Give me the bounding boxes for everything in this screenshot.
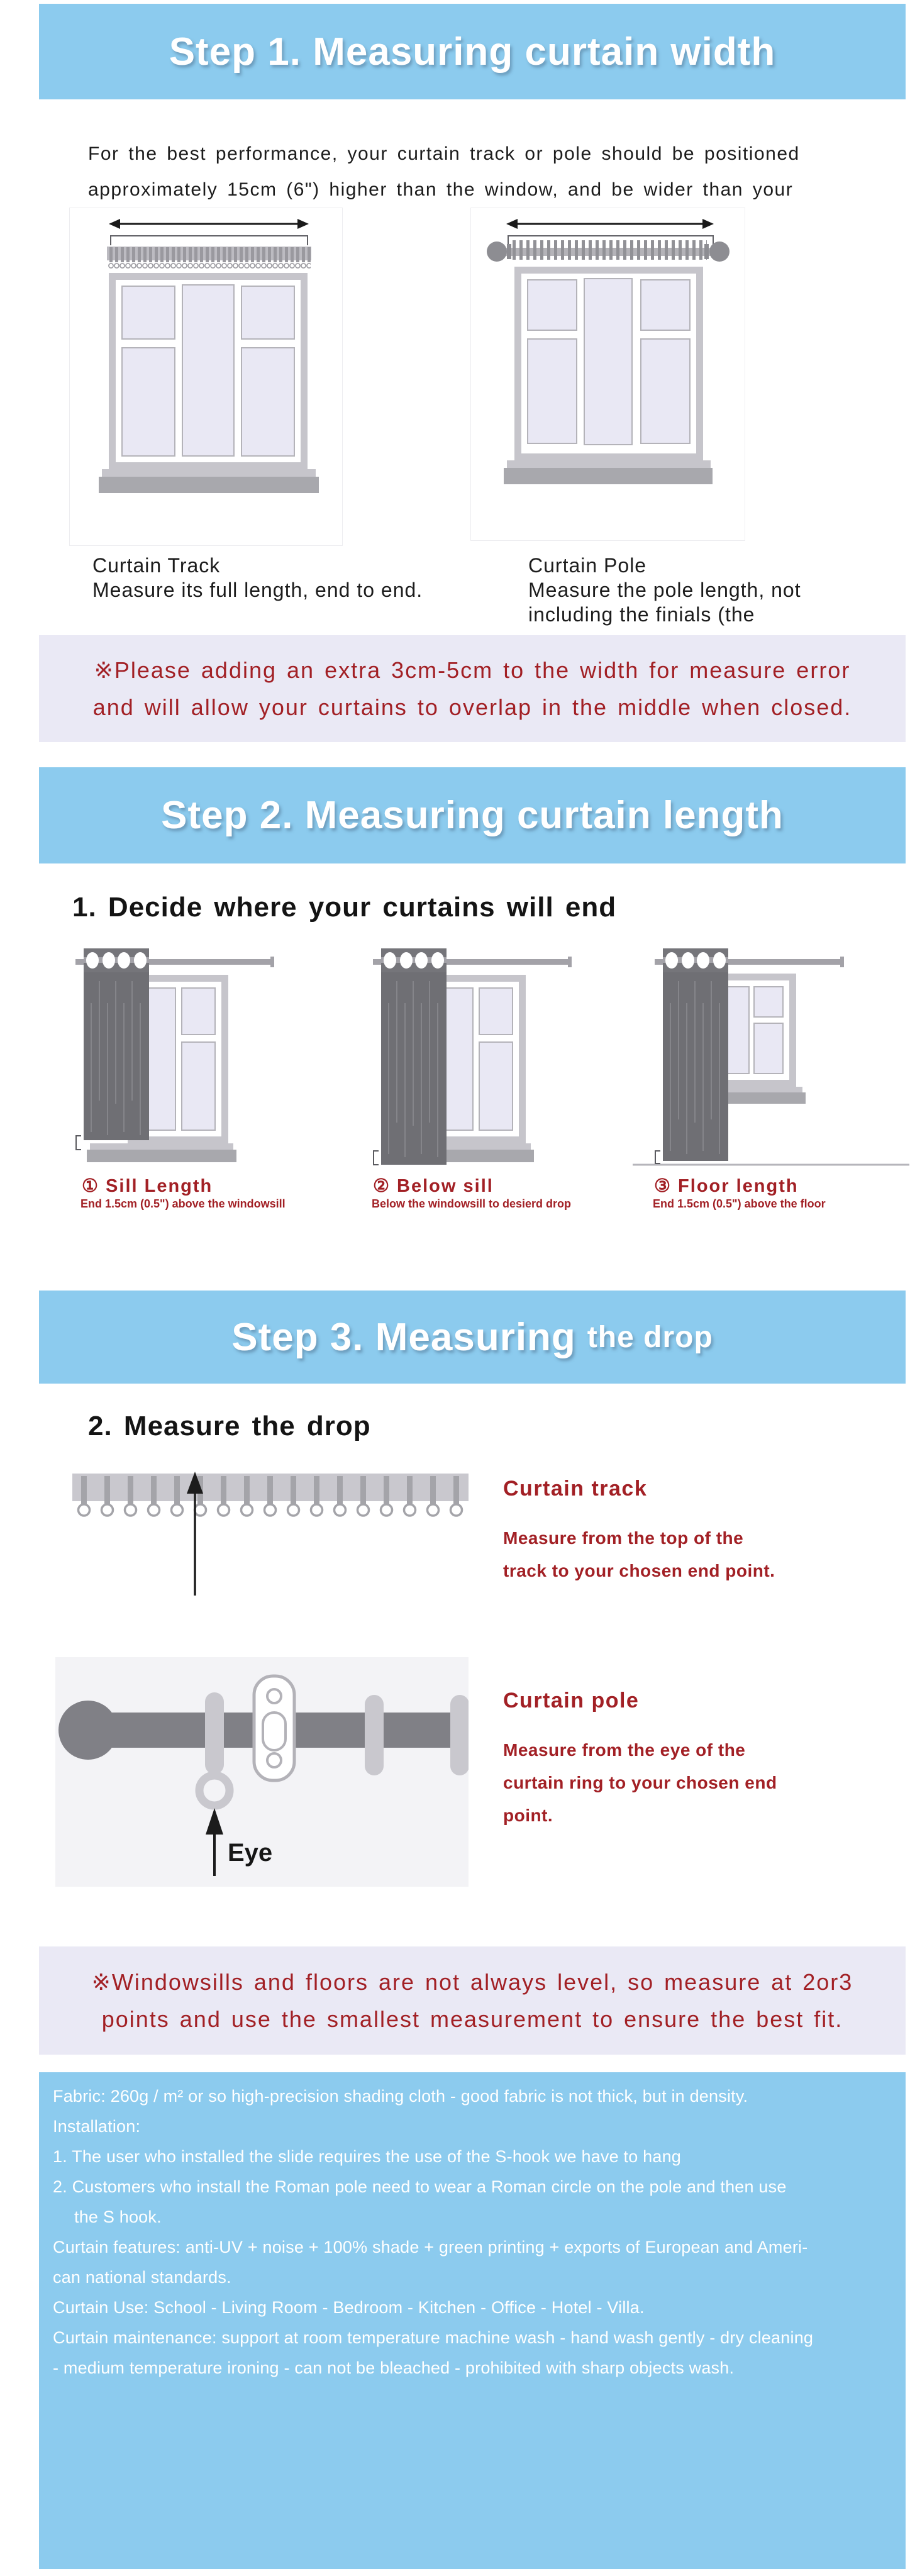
track-drop-line2: track to your chosen end point. bbox=[503, 1561, 775, 1580]
info-install-1: 1. The user who installed the slide requires the use of the S-hook we have to hang bbox=[53, 2147, 682, 2166]
sill-length-diagram bbox=[53, 943, 343, 1182]
info-use: Curtain Use: School - Living Room - Bedroom - Kitchen - Office - Hotel - Villa. bbox=[53, 2298, 645, 2317]
info-install-2: 2. Customers who install the Roman pole need to wear a Roman circle on the pole and then use bbox=[53, 2177, 787, 2196]
level-note-line2: points and use the smallest measurement to ensure the best fit. bbox=[101, 2006, 843, 2032]
step1-banner-title: Step 1. Measuring curtain width bbox=[169, 30, 776, 74]
product-info-text bbox=[53, 2081, 813, 2383]
option1-desc: End 1.5cm (0.5") above the windowsill bbox=[80, 1197, 286, 1210]
option3-title: ③ Floor length bbox=[654, 1176, 799, 1196]
step1-intro-line2: approximately 15cm (6") higher than the window, and be wider than your bbox=[88, 179, 794, 200]
width-note-line2: and will allow your curtains to overlap in the middle when closed. bbox=[92, 694, 852, 720]
info-features-2: can national standards. bbox=[53, 2268, 231, 2287]
step3-banner bbox=[39, 1291, 906, 1384]
step2-banner bbox=[39, 767, 906, 863]
info-installation: Installation: bbox=[53, 2117, 141, 2136]
curtain-pole-window-diagram bbox=[470, 208, 745, 541]
curtain-track-window-diagram bbox=[69, 208, 343, 546]
step3-heading: 2. Measure the drop bbox=[88, 1411, 371, 1441]
track-drop-text bbox=[503, 1522, 775, 1587]
track-drop-title: Curtain track bbox=[503, 1477, 648, 1501]
info-install-2b: the S hook. bbox=[74, 2207, 162, 2226]
track-caption bbox=[92, 553, 423, 602]
pole-drop-line2: curtain ring to your chosen end bbox=[503, 1773, 777, 1792]
track-caption-title: Curtain Track bbox=[92, 554, 221, 577]
pole-caption bbox=[528, 553, 801, 627]
width-note bbox=[39, 635, 906, 742]
floor-length-diagram bbox=[633, 943, 910, 1182]
track-caption-line1: Measure its full length, end to end. bbox=[92, 579, 423, 601]
step2-heading: 1. Decide where your curtains will end bbox=[72, 892, 617, 923]
pole-drop-line1: Measure from the eye of the bbox=[503, 1740, 746, 1760]
option2-title: ② Below sill bbox=[373, 1176, 494, 1196]
step3-banner-title-main: Step 3. Measuring bbox=[231, 1315, 576, 1359]
level-note-line1: ※Windowsills and floors are not always level, so measure at 2or3 bbox=[91, 1969, 853, 1995]
step3-banner-title-sub: the drop bbox=[587, 1320, 713, 1354]
track-drop-line1: Measure from the top of the bbox=[503, 1528, 744, 1548]
pole-drop-text bbox=[503, 1734, 777, 1832]
step2-banner-title: Step 2. Measuring curtain length bbox=[161, 794, 784, 837]
step1-intro bbox=[88, 136, 800, 208]
option3-desc: End 1.5cm (0.5") above the floor bbox=[653, 1197, 826, 1210]
pole-caption-line2: including the finials (the bbox=[528, 603, 755, 626]
pole-drop-title: Curtain pole bbox=[503, 1689, 640, 1713]
option1-title: ① Sill Length bbox=[82, 1176, 213, 1196]
info-features: Curtain features: anti-UV + noise + 100% shade + green printing + exports of European and Ameri- bbox=[53, 2238, 808, 2257]
below-sill-diagram bbox=[351, 943, 640, 1182]
width-note-line1: ※Please adding an extra 3cm-5cm to the width for measure error bbox=[94, 657, 851, 683]
track-drop-diagram bbox=[72, 1468, 469, 1597]
pole-drop-line3: point. bbox=[503, 1806, 553, 1825]
info-maintenance: Curtain maintenance: support at room temperature machine wash - hand wash gently - dry cleaning bbox=[53, 2328, 814, 2347]
eye-label: Eye bbox=[228, 1839, 273, 1867]
option2-desc: Below the windowsill to desierd drop bbox=[372, 1197, 572, 1210]
pole-caption-line1: Measure the pole length, not bbox=[528, 579, 801, 601]
pole-caption-title: Curtain Pole bbox=[528, 554, 647, 577]
info-maintenance-2: - medium temperature ironing - can not be bleached - prohibited with sharp objects wash. bbox=[53, 2358, 735, 2377]
step1-banner bbox=[39, 4, 906, 99]
step1-intro-line1: For the best performance, your curtain track or pole should be positioned bbox=[88, 143, 800, 164]
level-note bbox=[39, 1946, 906, 2055]
product-info-box bbox=[39, 2072, 906, 2569]
info-fabric: Fabric: 260g / m² or so high-precision shading cloth - good fabric is not thick, but in density. bbox=[53, 2087, 748, 2106]
